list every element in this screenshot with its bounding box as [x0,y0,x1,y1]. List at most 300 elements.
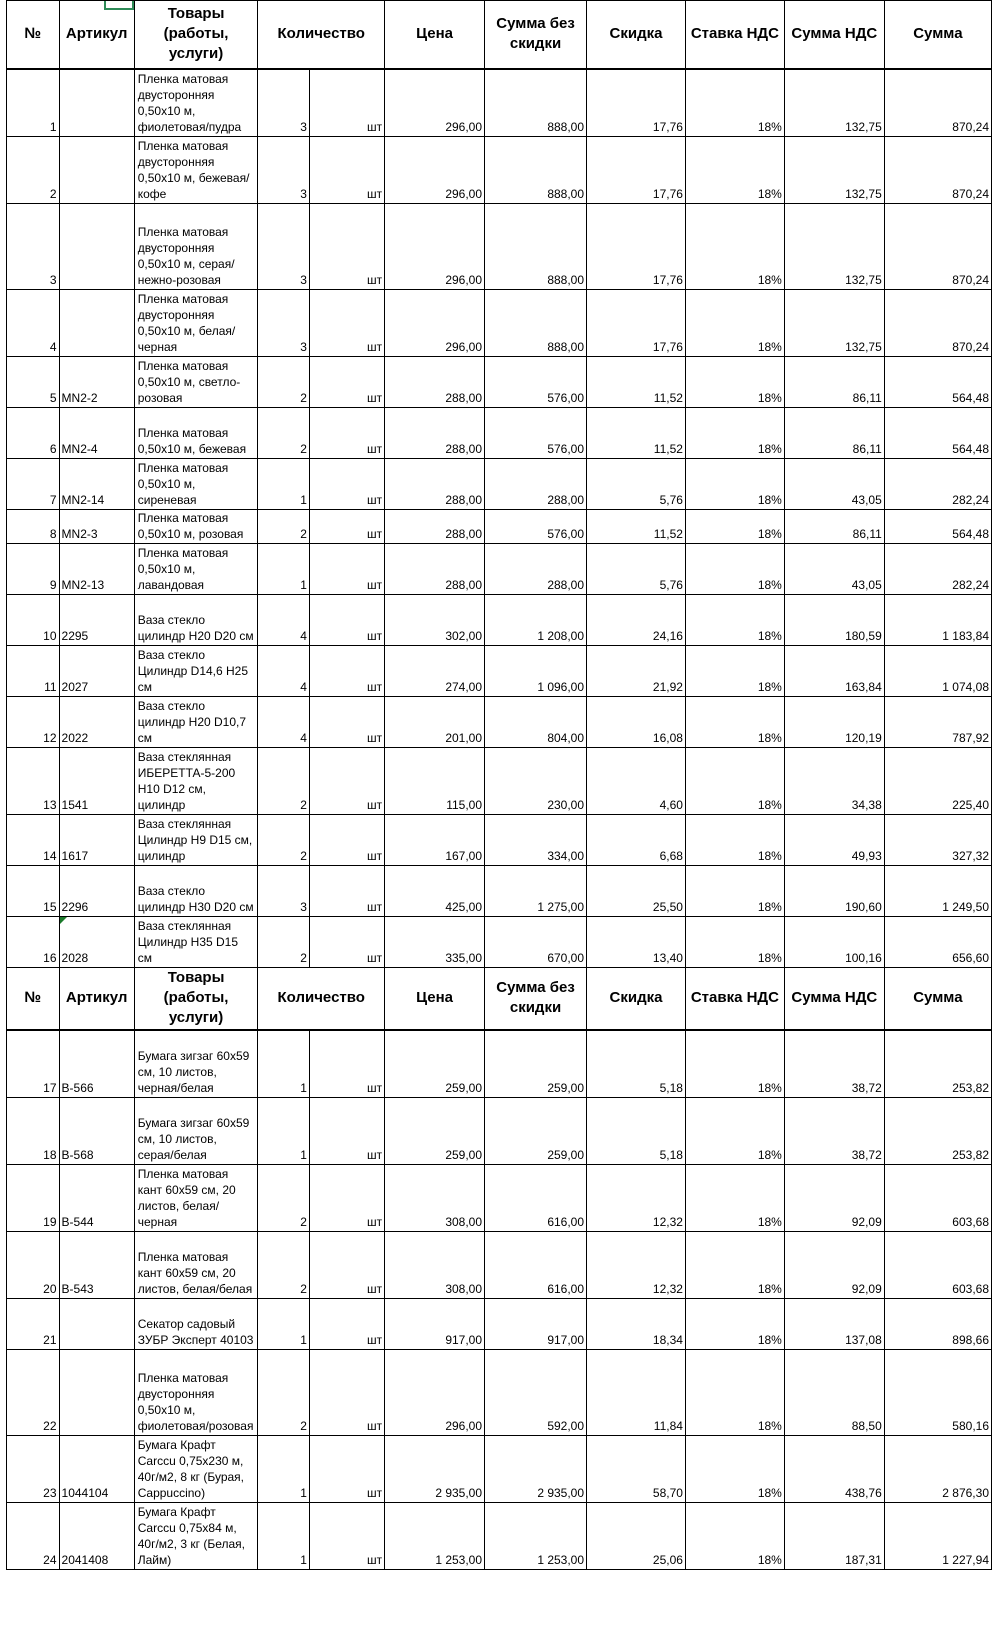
cell-price[interactable]: 274,00 [385,646,485,697]
cell-goods-name[interactable]: Пленка матовая двусторонняя 0,50х10 м, фиолетовая/розовая [134,1349,258,1435]
cell-unit[interactable]: шт [309,917,384,968]
cell-article[interactable]: 1541 [59,748,134,815]
cell-quantity[interactable]: 4 [258,697,310,748]
header-quantity: Количество [258,968,385,1031]
cell-vat-sum[interactable]: 38,72 [784,1030,884,1097]
cell-quantity[interactable]: 3 [258,290,310,357]
cell-vat-sum[interactable]: 34,38 [784,748,884,815]
cell-no[interactable]: 3 [7,204,60,290]
cell-vat-rate[interactable]: 18% [685,510,784,544]
table-row [7,866,992,917]
cell-sum-wo-discount[interactable]: 1 275,00 [485,866,587,917]
cell-article[interactable] [59,1349,134,1435]
cell-vat-rate[interactable]: 18% [685,1097,784,1164]
cell-article[interactable]: B-543 [59,1231,134,1298]
cell-unit[interactable]: шт [309,866,384,917]
cell-article[interactable]: 2296 [59,866,134,917]
table-row [7,459,992,510]
cell-price[interactable]: 296,00 [385,204,485,290]
cell-no[interactable]: 16 [7,917,60,968]
cell-goods-name[interactable]: Секатор садовый ЗУБР Эксперт 40103 [134,1298,258,1349]
cell-discount[interactable]: 24,16 [587,595,686,646]
header-goods: Товары (работы, услуги) [134,968,258,1031]
cell-price[interactable]: 296,00 [385,137,485,204]
cell-article[interactable]: 2295 [59,595,134,646]
cell-price[interactable]: 296,00 [385,290,485,357]
header-goods: Товары (работы, услуги) [134,1,258,69]
header-discount: Скидка [587,1,686,69]
cell-goods-name[interactable]: Пленка матовая двусторонняя 0,50х10 м, фиолетовая/пудра [134,69,258,137]
cell-vat-rate[interactable]: 18% [685,1030,784,1097]
cell-unit[interactable]: шт [309,1030,384,1097]
cell-discount[interactable]: 11,84 [587,1349,686,1435]
table-row [7,357,992,408]
cell-discount[interactable]: 25,06 [587,1502,686,1569]
header-vat-rate: Ставка НДС [685,968,784,1031]
cell-unit[interactable]: шт [309,697,384,748]
cell-no[interactable]: 20 [7,1231,60,1298]
cell-sum-wo-discount[interactable]: 576,00 [485,357,587,408]
cell-article[interactable]: MN2-4 [59,408,134,459]
cell-article[interactable] [59,204,134,290]
cell-total[interactable]: 656,60 [884,917,991,968]
header-sum-wo-discount: Сумма без скидки [485,968,587,1031]
cell-article[interactable]: B-568 [59,1097,134,1164]
cell-vat-rate[interactable]: 18% [685,866,784,917]
cell-sum-wo-discount[interactable]: 288,00 [485,544,587,595]
header-total: Сумма [884,1,991,69]
cell-discount[interactable]: 4,60 [587,748,686,815]
table-row [7,697,992,748]
cell-discount[interactable]: 5,76 [587,544,686,595]
cell-discount[interactable]: 11,52 [587,510,686,544]
cell-goods-name[interactable]: Ваза стеклянная Цилиндр H35 D15 см [134,917,258,968]
cell-total[interactable]: 282,24 [884,544,991,595]
cell-sum-wo-discount[interactable]: 576,00 [485,510,587,544]
cell-quantity[interactable]: 1 [258,1298,310,1349]
table-header-row [7,968,992,1031]
cell-unit[interactable]: шт [309,357,384,408]
cell-price[interactable]: 296,00 [385,1349,485,1435]
cell-sum-wo-discount[interactable]: 259,00 [485,1030,587,1097]
cell-goods-name[interactable]: Пленка матовая 0,50х10 м, сиреневая [134,459,258,510]
cell-discount[interactable]: 5,18 [587,1030,686,1097]
cell-sum-wo-discount[interactable]: 576,00 [485,408,587,459]
header-vat-sum: Сумма НДС [784,1,884,69]
cell-vat-rate[interactable]: 18% [685,69,784,137]
cell-article[interactable] [59,1298,134,1349]
cell-goods-name[interactable]: Пленка матовая кант 60х59 см, 20 листов, белая/черная [134,1164,258,1231]
cell-goods-name[interactable]: Бумага Крафт Carccu 0,75х84 м, 40г/м2, 3 кг (Белая, Лайм) [134,1502,258,1569]
cell-article[interactable]: B-544 [59,1164,134,1231]
cell-no[interactable]: 23 [7,1435,60,1502]
cell-price[interactable]: 288,00 [385,408,485,459]
cell-no[interactable]: 21 [7,1298,60,1349]
cell-price[interactable]: 425,00 [385,866,485,917]
cell-vat-rate[interactable]: 18% [685,595,784,646]
cell-goods-name[interactable]: Пленка матовая двусторонняя 0,50х10 м, бежевая/кофе [134,137,258,204]
cell-vat-rate[interactable]: 18% [685,1349,784,1435]
cell-no[interactable]: 8 [7,510,60,544]
cell-unit[interactable]: шт [309,69,384,137]
cell-price[interactable]: 288,00 [385,357,485,408]
cell-discount[interactable]: 13,40 [587,917,686,968]
cell-vat-rate[interactable]: 18% [685,1502,784,1569]
table-row [7,1164,992,1231]
cell-discount[interactable]: 58,70 [587,1435,686,1502]
cell-total[interactable]: 603,68 [884,1231,991,1298]
cell-quantity[interactable]: 2 [258,1349,310,1435]
cell-goods-name[interactable]: Ваза стекло Цилиндр D14,6 H25 см [134,646,258,697]
cell-vat-sum[interactable]: 132,75 [784,290,884,357]
cell-price[interactable]: 1 253,00 [385,1502,485,1569]
cell-no[interactable]: 17 [7,1030,60,1097]
cell-discount[interactable]: 17,76 [587,69,686,137]
cell-vat-sum[interactable]: 132,75 [784,69,884,137]
cell-sum-wo-discount[interactable]: 888,00 [485,204,587,290]
cell-vat-rate[interactable]: 18% [685,1164,784,1231]
cell-price[interactable]: 259,00 [385,1097,485,1164]
cell-goods-name[interactable]: Ваза стекло цилиндр H30 D20 см [134,866,258,917]
cell-total[interactable]: 898,66 [884,1298,991,1349]
table-row [7,1231,992,1298]
cell-no[interactable]: 14 [7,815,60,866]
cell-article[interactable] [59,137,134,204]
cell-vat-sum[interactable]: 88,50 [784,1349,884,1435]
cell-no[interactable]: 9 [7,544,60,595]
cell-no[interactable]: 1 [7,69,60,137]
cell-vat-sum[interactable]: 43,05 [784,544,884,595]
cell-unit[interactable]: шт [309,204,384,290]
cell-no[interactable]: 7 [7,459,60,510]
cell-unit[interactable]: шт [309,595,384,646]
cell-discount[interactable]: 18,34 [587,1298,686,1349]
table-row [7,815,992,866]
cell-sum-wo-discount[interactable]: 888,00 [485,69,587,137]
cell-sum-wo-discount[interactable]: 616,00 [485,1164,587,1231]
cell-vat-sum[interactable]: 43,05 [784,459,884,510]
cell-quantity[interactable]: 2 [258,917,310,968]
cell-sum-wo-discount[interactable]: 888,00 [485,290,587,357]
cell-vat-rate[interactable]: 18% [685,646,784,697]
cell-unit[interactable]: шт [309,510,384,544]
cell-sum-wo-discount[interactable]: 259,00 [485,1097,587,1164]
cell-sum-wo-discount[interactable]: 2 935,00 [485,1435,587,1502]
cell-unit[interactable]: шт [309,1435,384,1502]
cell-quantity[interactable]: 4 [258,646,310,697]
invoice-sheet [6,0,992,1570]
cell-goods-name[interactable]: Пленка матовая кант 60х59 см, 20 листов, белая/белая [134,1231,258,1298]
cell-no[interactable]: 10 [7,595,60,646]
cell-unit[interactable]: шт [309,1231,384,1298]
cell-unit[interactable]: шт [309,748,384,815]
cell-quantity[interactable]: 3 [258,69,310,137]
table-header-row [7,1,992,69]
cell-sum-wo-discount[interactable]: 1 208,00 [485,595,587,646]
cell-total[interactable]: 870,24 [884,204,991,290]
cell-unit[interactable]: шт [309,1502,384,1569]
cell-no[interactable]: 12 [7,697,60,748]
cell-goods-name[interactable]: Ваза стекло цилиндр H20 D10,7 см [134,697,258,748]
cell-quantity[interactable]: 1 [258,459,310,510]
cell-price[interactable]: 259,00 [385,1030,485,1097]
cell-vat-rate[interactable]: 18% [685,204,784,290]
cell-quantity[interactable]: 1 [258,1097,310,1164]
cell-vat-rate[interactable]: 18% [685,408,784,459]
cell-total[interactable]: 253,82 [884,1030,991,1097]
cell-total[interactable]: 564,48 [884,357,991,408]
cell-sum-wo-discount[interactable]: 592,00 [485,1349,587,1435]
cell-unit[interactable]: шт [309,459,384,510]
cell-sum-wo-discount[interactable]: 804,00 [485,697,587,748]
cell-vat-sum[interactable]: 132,75 [784,204,884,290]
cell-quantity[interactable]: 1 [258,1435,310,1502]
table-row [7,595,992,646]
cell-total[interactable]: 564,48 [884,510,991,544]
cell-vat-sum[interactable]: 86,11 [784,357,884,408]
cell-quantity[interactable]: 3 [258,866,310,917]
header-quantity: Количество [258,1,385,69]
cell-discount[interactable]: 12,32 [587,1164,686,1231]
cell-article[interactable]: 1044104 [59,1435,134,1502]
cell-goods-name[interactable]: Ваза стеклянная Цилиндр H9 D15 см, цилиндр [134,815,258,866]
cell-sum-wo-discount[interactable]: 1 096,00 [485,646,587,697]
cell-goods-name[interactable]: Ваза стеклянная ИБЕРЕТТА-5-200 H10 D12 см, цилиндр [134,748,258,815]
cell-sum-wo-discount[interactable]: 288,00 [485,459,587,510]
cell-quantity[interactable]: 3 [258,204,310,290]
cell-article[interactable]: B-566 [59,1030,134,1097]
header-no: № [7,968,60,1031]
cell-price[interactable]: 308,00 [385,1231,485,1298]
cell-discount[interactable]: 12,32 [587,1231,686,1298]
cell-total[interactable]: 870,24 [884,69,991,137]
cell-goods-name[interactable]: Пленка матовая 0,50х10 м, светло-розовая [134,357,258,408]
cell-total[interactable]: 225,40 [884,748,991,815]
cell-unit[interactable]: шт [309,1097,384,1164]
cell-goods-name[interactable]: Бумага зигзаг 60х59 см, 10 листов, черная/белая [134,1030,258,1097]
cell-vat-rate[interactable]: 18% [685,697,784,748]
cell-vat-sum[interactable]: 163,84 [784,646,884,697]
cell-quantity[interactable]: 2 [258,748,310,815]
cell-goods-name[interactable]: Ваза стекло цилиндр H20 D20 см [134,595,258,646]
table-row [7,1298,992,1349]
cell-vat-sum[interactable]: 92,09 [784,1164,884,1231]
cell-discount[interactable]: 16,08 [587,697,686,748]
cell-vat-rate[interactable]: 18% [685,459,784,510]
cell-no[interactable]: 19 [7,1164,60,1231]
cell-quantity[interactable]: 3 [258,137,310,204]
table-row [7,748,992,815]
cell-no[interactable]: 4 [7,290,60,357]
cell-vat-sum[interactable]: 180,59 [784,595,884,646]
cell-article[interactable]: 1617 [59,815,134,866]
cell-goods-name[interactable]: Пленка матовая 0,50х10 м, бежевая [134,408,258,459]
cell-total[interactable]: 564,48 [884,408,991,459]
cell-price[interactable]: 917,00 [385,1298,485,1349]
cell-vat-sum[interactable]: 187,31 [784,1502,884,1569]
cell-sum-wo-discount[interactable]: 670,00 [485,917,587,968]
cell-vat-sum[interactable]: 100,16 [784,917,884,968]
cell-vat-sum[interactable]: 132,75 [784,137,884,204]
cell-vat-sum[interactable]: 190,60 [784,866,884,917]
cell-total[interactable]: 870,24 [884,290,991,357]
table-row [7,1502,992,1569]
cell-quantity[interactable]: 2 [258,1231,310,1298]
header-vat-rate: Ставка НДС [685,1,784,69]
cell-article[interactable]: 2027 [59,646,134,697]
cell-unit[interactable]: шт [309,1349,384,1435]
cell-price[interactable]: 115,00 [385,748,485,815]
header-sum-wo-discount: Сумма без скидки [485,1,587,69]
cell-goods-name[interactable]: Пленка матовая 0,50х10 м, розовая [134,510,258,544]
cell-price[interactable]: 308,00 [385,1164,485,1231]
cell-price[interactable]: 167,00 [385,815,485,866]
cell-discount[interactable]: 5,76 [587,459,686,510]
cell-goods-name[interactable]: Пленка матовая двусторонняя 0,50х10 м, белая/черная [134,290,258,357]
cell-unit[interactable]: шт [309,544,384,595]
cell-total[interactable]: 870,24 [884,137,991,204]
cell-unit[interactable]: шт [309,1164,384,1231]
cell-vat-sum[interactable]: 49,93 [784,815,884,866]
cell-quantity[interactable]: 4 [258,595,310,646]
cell-article[interactable]: 2041408 [59,1502,134,1569]
cell-article[interactable] [59,69,134,137]
cell-sum-wo-discount[interactable]: 917,00 [485,1298,587,1349]
header-total: Сумма [884,968,991,1031]
cell-no[interactable]: 5 [7,357,60,408]
table-row [7,544,992,595]
cell-total[interactable]: 282,24 [884,459,991,510]
cell-discount[interactable]: 5,18 [587,1097,686,1164]
cell-total[interactable]: 327,32 [884,815,991,866]
cell-article[interactable]: MN2-14 [59,459,134,510]
cell-quantity[interactable]: 2 [258,510,310,544]
cell-total[interactable]: 787,92 [884,697,991,748]
cell-vat-rate[interactable]: 18% [685,137,784,204]
cell-no[interactable]: 2 [7,137,60,204]
cell-no[interactable]: 11 [7,646,60,697]
cell-vat-sum[interactable]: 120,19 [784,697,884,748]
cell-total[interactable]: 2 876,30 [884,1435,991,1502]
cell-total[interactable]: 580,16 [884,1349,991,1435]
cell-total[interactable]: 603,68 [884,1164,991,1231]
cell-price[interactable]: 288,00 [385,544,485,595]
cell-vat-rate[interactable]: 18% [685,1298,784,1349]
cell-unit[interactable]: шт [309,815,384,866]
cell-quantity[interactable]: 1 [258,544,310,595]
cell-article[interactable] [59,290,134,357]
cell-total[interactable]: 1 183,84 [884,595,991,646]
cell-sum-wo-discount[interactable]: 616,00 [485,1231,587,1298]
cell-quantity[interactable]: 1 [258,1030,310,1097]
cell-vat-rate[interactable]: 18% [685,748,784,815]
cell-price[interactable]: 296,00 [385,69,485,137]
cell-quantity[interactable]: 2 [258,815,310,866]
cell-article[interactable]: MN2-2 [59,357,134,408]
cell-goods-name[interactable]: Пленка матовая двусторонняя 0,50х10 м, серая/нежно-розовая [134,204,258,290]
cell-article[interactable]: 2028 [59,917,134,968]
cell-goods-name[interactable]: Пленка матовая 0,50х10 м, лавандовая [134,544,258,595]
cell-article[interactable]: MN2-3 [59,510,134,544]
cell-unit[interactable]: шт [309,408,384,459]
cell-discount[interactable]: 17,76 [587,204,686,290]
cell-sum-wo-discount[interactable]: 334,00 [485,815,587,866]
cell-quantity[interactable]: 2 [258,1164,310,1231]
cell-vat-rate[interactable]: 18% [685,290,784,357]
cell-price[interactable]: 335,00 [385,917,485,968]
table-row [7,1349,992,1435]
cell-discount[interactable]: 21,92 [587,646,686,697]
cell-discount[interactable]: 17,76 [587,137,686,204]
cell-total[interactable]: 253,82 [884,1097,991,1164]
cell-vat-sum[interactable]: 92,09 [784,1231,884,1298]
invoice-table [6,0,992,1570]
cell-vat-sum[interactable]: 86,11 [784,408,884,459]
cell-vat-rate[interactable]: 18% [685,917,784,968]
header-article: Артикул [59,1,134,69]
cell-discount[interactable]: 6,68 [587,815,686,866]
cell-unit[interactable]: шт [309,1298,384,1349]
cell-vat-sum[interactable]: 137,08 [784,1298,884,1349]
cell-price[interactable]: 201,00 [385,697,485,748]
cell-no[interactable]: 6 [7,408,60,459]
table-row [7,408,992,459]
cell-vat-sum[interactable]: 86,11 [784,510,884,544]
cell-discount[interactable]: 11,52 [587,408,686,459]
cell-goods-name[interactable]: Бумага зигзаг 60х59 см, 10 листов, серая/белая [134,1097,258,1164]
cell-discount[interactable]: 25,50 [587,866,686,917]
cell-quantity[interactable]: 1 [258,1502,310,1569]
cell-no[interactable]: 22 [7,1349,60,1435]
cell-vat-rate[interactable]: 18% [685,544,784,595]
cell-vat-rate[interactable]: 18% [685,815,784,866]
cell-price[interactable]: 2 935,00 [385,1435,485,1502]
cell-total[interactable]: 1 074,08 [884,646,991,697]
cell-vat-rate[interactable]: 18% [685,357,784,408]
cell-sum-wo-discount[interactable]: 230,00 [485,748,587,815]
cell-no[interactable]: 24 [7,1502,60,1569]
cell-article[interactable]: 2022 [59,697,134,748]
cell-unit[interactable]: шт [309,290,384,357]
cell-price[interactable]: 288,00 [385,459,485,510]
table-row [7,204,992,290]
table-row [7,137,992,204]
cell-unit[interactable]: шт [309,646,384,697]
header-price: Цена [385,1,485,69]
cell-vat-sum[interactable]: 438,76 [784,1435,884,1502]
cell-price[interactable]: 302,00 [385,595,485,646]
cell-total[interactable]: 1 249,50 [884,866,991,917]
cell-no[interactable]: 18 [7,1097,60,1164]
cell-discount[interactable]: 17,76 [587,290,686,357]
cell-vat-sum[interactable]: 38,72 [784,1097,884,1164]
cell-unit[interactable]: шт [309,137,384,204]
cell-goods-name[interactable]: Бумага Крафт Carccu 0,75х230 м, 40г/м2, 8 кг (Бурая, Cappuccino) [134,1435,258,1502]
cell-no[interactable]: 15 [7,866,60,917]
cell-total[interactable]: 1 227,94 [884,1502,991,1569]
cell-sum-wo-discount[interactable]: 888,00 [485,137,587,204]
cell-quantity[interactable]: 2 [258,357,310,408]
table-row [7,917,992,968]
cell-vat-rate[interactable]: 18% [685,1435,784,1502]
cell-sum-wo-discount[interactable]: 1 253,00 [485,1502,587,1569]
cell-no[interactable]: 13 [7,748,60,815]
cell-discount[interactable]: 11,52 [587,357,686,408]
cell-vat-rate[interactable]: 18% [685,1231,784,1298]
cell-article[interactable]: MN2-13 [59,544,134,595]
cell-quantity[interactable]: 2 [258,408,310,459]
cell-price[interactable]: 288,00 [385,510,485,544]
